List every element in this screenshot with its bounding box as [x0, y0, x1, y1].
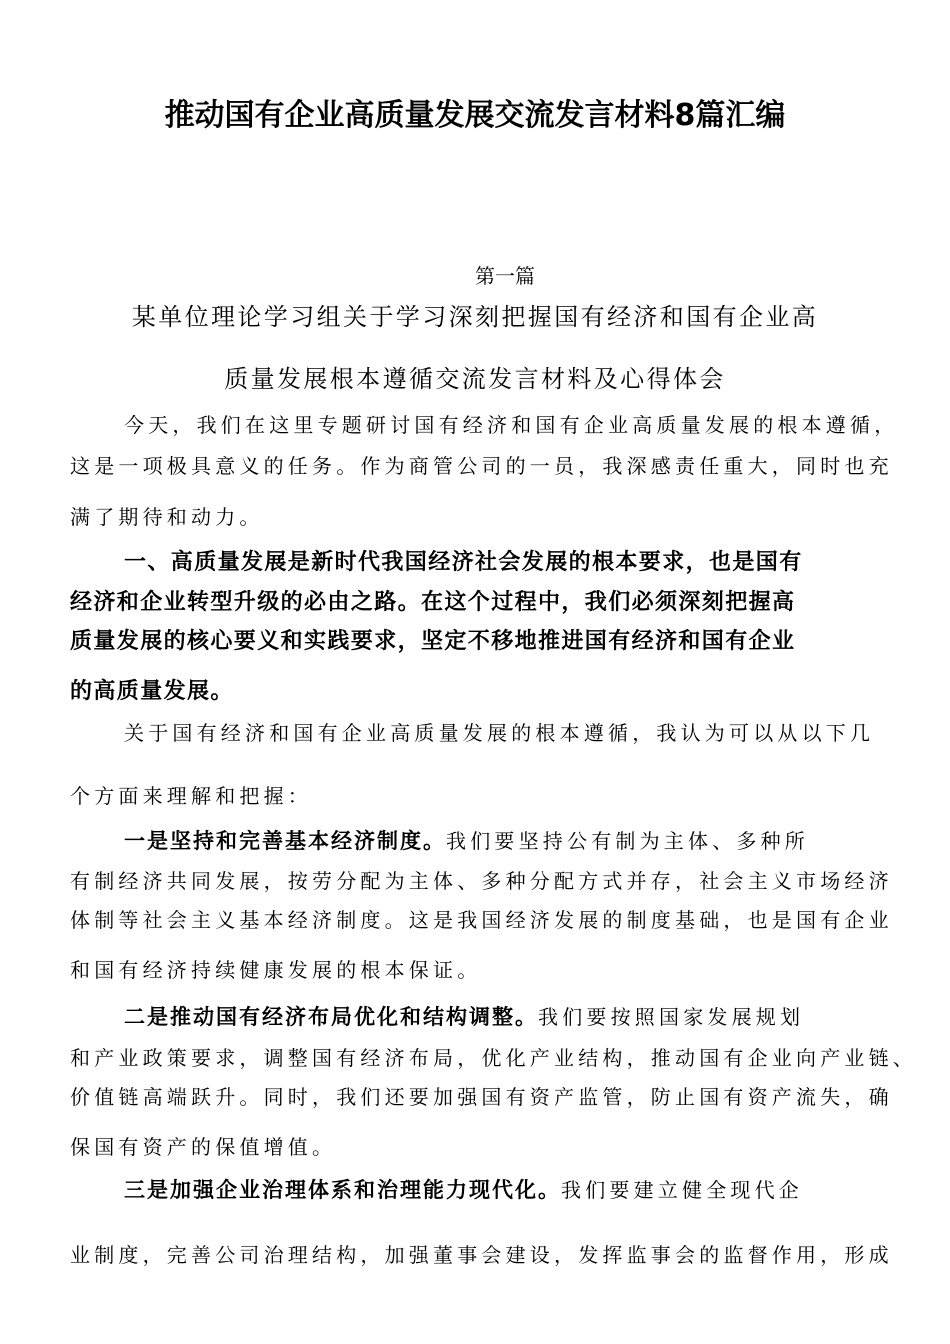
point-3-line-2: 业制度，完善公司治理结构，加强董事会建设，发挥监事会的监督作用，形成 — [70, 1243, 893, 1267]
point-1-lead: 一是坚持和完善基本经济制度。 — [124, 829, 446, 853]
point-3-lead: 三是加强企业治理体系和治理能力现代化。 — [124, 1178, 561, 1202]
point-2-lead: 二是推动国有经济布局优化和结构调整。 — [124, 1005, 538, 1029]
point-1-line-4: 和国有经济持续健康发展的根本保证。 — [70, 958, 482, 982]
section-intro-line-2: 个方面来理解和把握： — [70, 784, 312, 808]
point-3-line-1-rest: 我们要建立健全现代企 — [561, 1178, 803, 1202]
point-2-line-2: 和产业政策要求，调整国有经济布局，优化产业结构，推动国有企业向产业链、 — [70, 1046, 917, 1070]
chapter-title-line-1: 某单位理论学习组关于学习深刻把握国有经济和国有企业高 — [131, 303, 819, 331]
chapter-label: 第一篇 — [475, 264, 535, 288]
point-1-line-1 — [124, 826, 884, 856]
document-title: 推动国有企业高质量发展交流发言材料8篇汇编 — [164, 98, 786, 133]
section-heading-line-1: 一、高质量发展是新时代我国经济社会发展的根本要求，也是国有 — [124, 550, 803, 575]
chapter-title-line-2: 质量发展根本遵循交流发言材料及心得体会 — [224, 365, 726, 393]
section-intro-line-1: 关于国有经济和国有企业高质量发展的根本遵循，我认为可以从以下几 — [124, 721, 875, 745]
point-2-line-1-rest: 我们要按照国家发展规划 — [538, 1005, 805, 1029]
intro-line-3: 满了期待和动力。 — [70, 505, 264, 529]
point-1-line-2: 有制经济共同发展，按劳分配为主体、多种分配方式并存，社会主义市场经济 — [70, 869, 893, 893]
point-1-line-1-rest: 我们要坚持公有制为主体、多种所 — [446, 829, 809, 853]
point-2-line-4: 保国有资产的保值增值。 — [70, 1135, 337, 1159]
section-heading-line-2: 经济和企业转型升级的必由之路。在这个过程中，我们必须深刻把握高 — [70, 590, 796, 615]
point-2-line-1 — [124, 1002, 884, 1032]
section-heading-line-3: 质量发展的核心要义和实践要求，坚定不移地推进国有经济和国有企业 — [70, 629, 796, 654]
point-3-line-1 — [124, 1175, 884, 1205]
intro-line-1: 今天，我们在这里专题研讨国有经济和国有企业高质量发展的根本遵循， — [124, 413, 899, 437]
intro-line-2: 这是一项极具意义的任务。作为商管公司的一员，我深感责任重大，同时也充 — [70, 454, 893, 478]
point-2-line-3: 价值链高端跃升。同时，我们还要加强国有资产监管，防止国有资产流失，确 — [70, 1085, 893, 1109]
section-heading-line-4: 的高质量发展。 — [70, 679, 234, 704]
point-1-line-3: 体制等社会主义基本经济制度。这是我国经济发展的制度基础，也是国有企业 — [70, 908, 893, 932]
